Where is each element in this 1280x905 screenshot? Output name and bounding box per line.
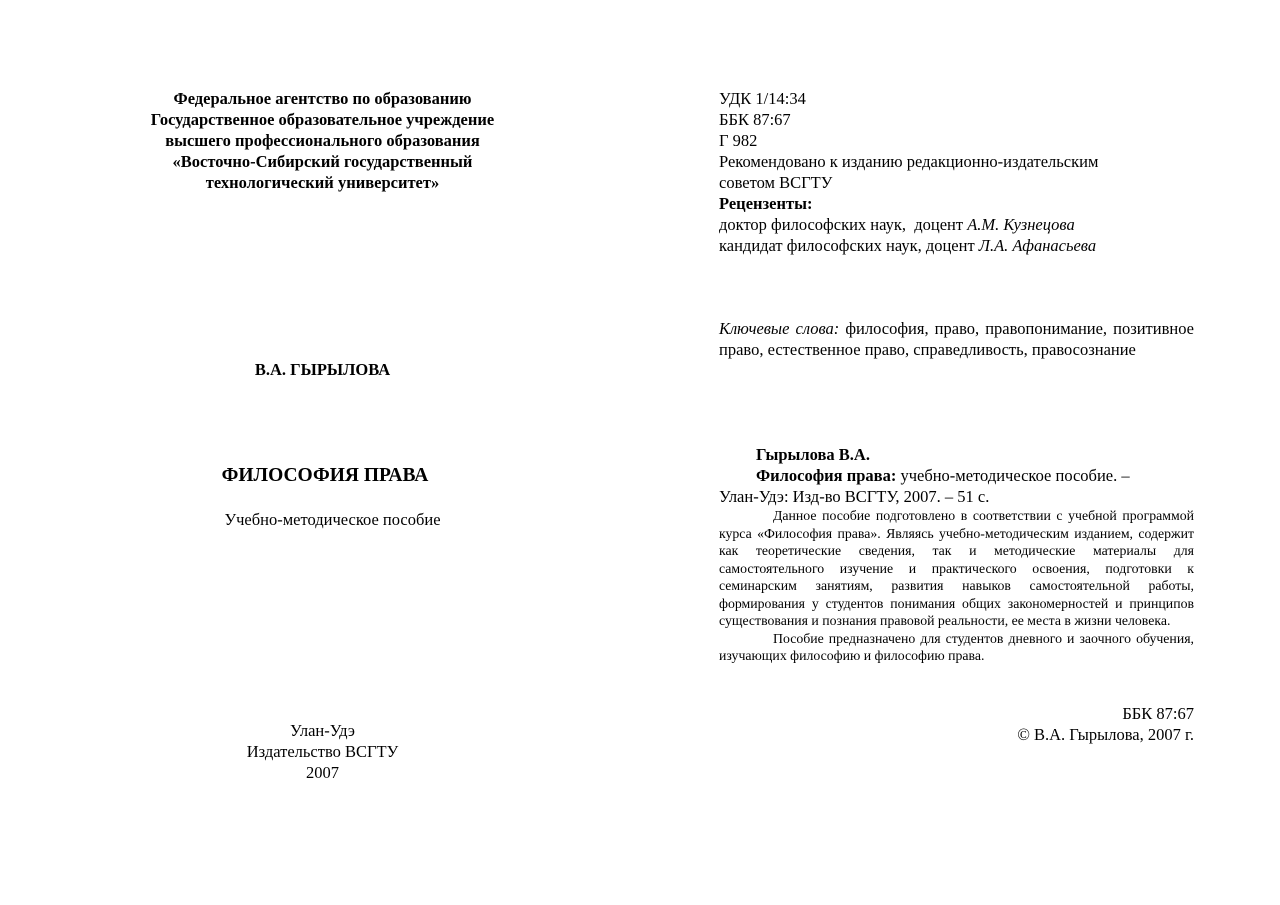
imprint xyxy=(110,720,535,783)
biblio-publisher: Улан-Удэ: Изд-во ВСГТУ, 2007. – 51 с. xyxy=(719,487,990,506)
bbk-bottom: ББК 87:67 xyxy=(1122,704,1194,723)
header-line: «Восточно-Сибирский государственный xyxy=(172,152,473,171)
copyright-block xyxy=(719,703,1194,745)
reviewer-role: доктор философских наук, доцент xyxy=(719,215,968,234)
author-code: Г 982 xyxy=(719,131,758,150)
keywords-label: Ключевые слова: xyxy=(719,319,840,338)
reviewer-2 xyxy=(719,235,1194,256)
reviewer-name: А.М. Кузнецова xyxy=(967,215,1075,234)
header-line: Государственное образовательное учреждение xyxy=(150,110,495,129)
header-line: технологический университет» xyxy=(205,173,440,192)
reviewer-1 xyxy=(719,214,1194,235)
header-line: Федеральное агентство по образованию xyxy=(173,89,472,108)
bbk: ББК 87:67 xyxy=(719,110,791,129)
keywords xyxy=(719,318,1194,360)
author-name: В.А. ГЫРЫЛОВА xyxy=(254,360,391,379)
bibliographic-entry xyxy=(719,444,1194,507)
copyright: © В.А. Гырылова, 2007 г. xyxy=(1017,725,1194,744)
header-line: высшего профессионального образования xyxy=(165,131,480,150)
biblio-title: Философия права: xyxy=(756,466,897,485)
biblio-title-line xyxy=(719,465,1194,486)
reviewer-name: Л.А. Афанасьева xyxy=(978,236,1097,255)
recommendation-line: советом ВСГТУ xyxy=(719,173,833,192)
reviewer-role: кандидат философских наук, доцент xyxy=(719,236,979,255)
reviewers-label: Рецензенты: xyxy=(719,194,813,213)
institution-header xyxy=(110,88,535,193)
book-title: ФИЛОСОФИЯ ПРАВА xyxy=(221,465,429,486)
recommendation-line: Рекомендовано к изданию редакционно-издательским xyxy=(719,152,1099,171)
udk: УДК 1/14:34 xyxy=(719,89,806,108)
book-subtitle: Учебно-методическое пособие xyxy=(224,510,441,529)
abstract xyxy=(719,507,1194,665)
imprint-city: Улан-Удэ xyxy=(290,721,355,740)
abstract-paragraph: Пособие предназначено для студентов дневного и заочного обучения, изучающих философию и философию права. xyxy=(719,630,1194,663)
catalog-meta xyxy=(719,88,1194,256)
biblio-author: Гырылова В.А. xyxy=(756,445,870,464)
imprint-year: 2007 xyxy=(306,763,339,782)
biblio-type: учебно-методическое пособие. – xyxy=(896,466,1130,485)
imprint-publisher: Издательство ВСГТУ xyxy=(246,742,399,761)
abstract-paragraph: Данное пособие подготовлено в соответствии с учебной программой курса «Философия права». Являясь учебно-методическим изданием, содержит как теоретические сведения, так и методические материалы для самостоятельного изучение и практического освоения, подготовки к семинарским занятиям, развития навыков самостоятельной работы, формирования у студентов понимания общих закономерностей и принципов существования и познания правовой реальности, ее места в жизни человека. xyxy=(719,508,1194,628)
keywords-text: философия, право, правопонимание, позитивное право, естественное право, справедливость, правосознание xyxy=(719,319,1194,359)
